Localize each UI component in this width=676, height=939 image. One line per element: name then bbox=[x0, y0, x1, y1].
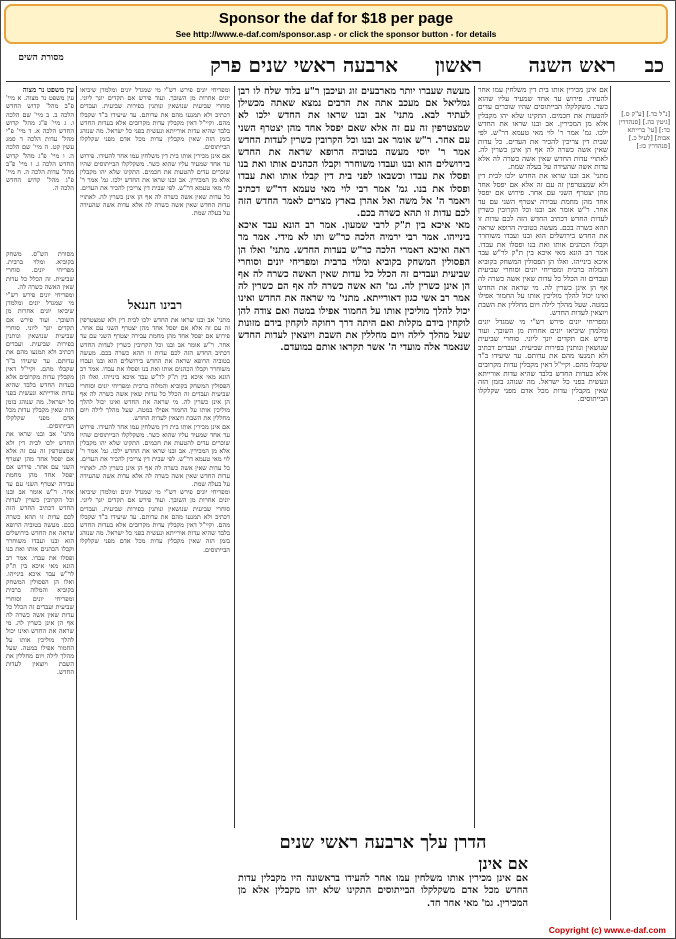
left-commentary-text: מסורת הש"ס. משחק בקוביא. ומלוי ברבית. מפריחי יונים. סוחרי שביעית. זה הכלל כל עדות שאין האשה כשרה לה. bbox=[6, 250, 74, 291]
hadran-title: הדרן עלך ארבעה ראשי שנים bbox=[279, 832, 487, 853]
next-chapter-opening: אם אינן bbox=[478, 858, 528, 873]
sponsor-banner[interactable] bbox=[4, 4, 668, 44]
sponsor-subtitle[interactable]: See http://www.e-daf.com/sponsor.asp - or click the sponsor button - for details bbox=[175, 29, 497, 39]
column-divider-4 bbox=[610, 86, 611, 920]
rabbeinu-chananel-title: רבינו חננאל bbox=[127, 298, 183, 312]
tosafot-column bbox=[80, 316, 230, 910]
gemara-text-mid: מאי איכא בין ת"ק לרבי שמעון. אמר רב הונא עבד איכא בינייהו. אמר רבי ירמיה הלכה כר"ש ותו לא מידי. אמר מר ראה ואיכא דאמרי הלכה כר"ש בעדות החדש. מתני' ואלו הן הפסולין המשחק בקוביא ומלוי ברבית ומפריחי יונים וסוחרי שביעית ועבדים זה הכלל כל עדות שאין האשה כשרה לה אף הן אינן כשרין לה. גמ' הא אשה כשרה לה אף הם כשרין לה אמר רב אשי כגון דאורייתא. מתני' מי שראה את החדש ואינו יכול להלך מוליכין אותו על החמור אפילו במטה ואם צודה להן לוקחין בידם מקלות ואם היתה דרך רחוקה לוקחין בידם מזונות שעל מהלך לילה ויום מחללין את השבת ויוצאין לעדות החדש שנאמר אלה מועדי ה' אשר תקראו אותם במועדם. bbox=[238, 220, 470, 354]
next-chapter-body: אם אינן מכירין אותו משלחין עמו אחר להעידו בראשונה היו מקבלין עדות החדש מכל אדם משקלקלו הבייתוסים התקינו שלא יהו מקבלין אלא מן המכירין. גמ' מאי אחר חד. bbox=[238, 873, 528, 909]
masoret-text: [נ"ל כד.] [ע"ק ס.] [גיטין כה.] [סנהדרין כד:] [עי' ברייתא אבות] [לעיל כ.] [סנהדרין כז:] bbox=[618, 110, 670, 150]
gemara-column bbox=[238, 86, 470, 828]
left-commentary-text-3: מתני' אב ובנו שראו את החדש ילכו לבית דין ולא שמצטרפין זה עם זה אלא אם יפסל אחד מהן יצטרף השני עם אחר. פירוש אם יפסל אחד מהן מחמת עבירה יצטרף השני עם עד אחר. ר"ש אומר אב ובנו וכל הקרובין כשרין לעדות החדש דכתיב החדש הזה לכם עדות זו תהא כשרה בכם. מעשה בטוביה הרופא שראה את החדש בירושלים הוא ובנו ועבדו משוחרר וקבלו הכהנים אותו ואת בנו ופסלו את עבדו. אמר רב הונא מאי איכא בין ת"ק לר"ש עבד איכא בינייהו. ואלו הן הפסולין המשחק בקוביא והמלוה ברבית ומפריחי יונים וסוחרי שביעית ועבדים זה הכלל כל עדות שאין אשה כשרה לה אף הן אינן כשרין לה. מי שראה את החדש ואינו יכול להלך מוליכין אותו על החמור אפילו במטה. שעל מהלך לילה ויום מחללין את השבת ויוצאין לעדות החדש. bbox=[6, 430, 74, 677]
chapter-name: ארבעה ראשי שנים פרק bbox=[210, 53, 398, 77]
left-commentary-column bbox=[6, 250, 74, 910]
header-rule bbox=[6, 81, 670, 82]
next-chapter-text bbox=[238, 858, 528, 920]
tosafot-top-text-2: אם אינן מכירין אותו בית דין משלחין עמו אחר להעידו. פירוש עד אחד שמעיד עליו שהוא כשר. משקלקלו הבייתוסים שהיו שוכרים עדים להטעות את חכמים. התקינו שלא יהו מקבלין אלא מן המכירין. אב ובנו שראו את החדש ילכו. גמ' אמר ר' לוי מאי טעמא דר"ש. לפי שבית דין צריכין להכיר את העדים. כל עדות שאין אשה כשרה לה אף הן אינן כשרין לה. לאתויי עדות החדש שאין אשה כשרה לה אלא עדות אשה שהעידה על בעלה שמת. bbox=[80, 151, 230, 218]
talmud-page bbox=[6, 50, 670, 922]
rashi-text-2: מתני' אב ובנו שראו את החדש ילכו לבית דין ולא שמצטרפין זה עם זה אלא אם יפסל אחד מהן יצטרף השני עם אחר. פירוש אם יפסל אחד מהן מחמת עבירה יצטרף השני עם עד אחר. ר"ש אומר אב ובנו וכל הקרובין כשרין לעדות החדש דכתיב החדש הזה לכם עדות זו תהא כשרה בכם. מעשה בטוביה הרופא שראה את החדש בירושלים הוא ובנו ועבדו משוחרר וקבלו הכהנים אותו ואת בנו ופסלו את עבדו. אמר רב הונא מאי איכא בין ת"ק לר"ש עבד איכא בינייהו. ואלו הן הפסולין המשחק בקוביא והמלוה ברבית ומפריחי יונים וסוחרי שביעית ועבדים זה הכלל כל עדות שאין אשה כשרה לה אף הן אינן כשרין לה. מי שראה את החדש ואינו יכול להלך מוליכין אותו על החמור אפילו במטה. שעל מהלך לילה ויום מחללין את השבת ויוצאין לעדות החדש. bbox=[478, 170, 608, 318]
tosafot-top-column bbox=[80, 86, 230, 296]
column-divider-1 bbox=[76, 86, 77, 920]
copyright-link[interactable]: Copyright (c) www.e-daf.com bbox=[548, 925, 666, 935]
rashi-column bbox=[478, 86, 608, 828]
ein-mishpat-title: עין משפט נר מצוה bbox=[22, 86, 74, 94]
rashi-text-3: ומפריחי יונים פירש רש"י מי שמגדל יונים ומלמדן שיביאו יונים אחרות מן השובך. ועוד פירש אם תקדים יונך ליוני. סוחרי שביעית שנושאין ונותנין בפירות שביעית. ועבדים דכתיב ולא תמנעו מהם את עדותם. עד שיעידו ב"ד שקבלו מהם. וקיי"ל דאין מקבלין עדות מקרובים אלא בעדות החדש בלבד שהיא עדות אורייתא ונעשית בפני כל ישראל. מה שנוהג בזמן הזה שאין מקבלין עדות מכל אדם מפני שקלקלו הבייתוסים. bbox=[478, 317, 608, 404]
masoret-column bbox=[614, 110, 670, 890]
tosafot-top-text: ומפריחי יונים פירש רש"י מי שמגדל יונים ומלמדן שיביאו יונים אחרות מן השובך. ועוד פירש אם תקדים יונך ליוני. סוחרי שביעית שנושאין ונותנין בפירות שביעית. ועבדים דכתיב ולא תמנעו מהם את עדותם. עד שיעידו ב"ד שקבלו מהם. וקיי"ל דאין מקבלין עדות מקרובים אלא בעדות החדש בלבד שהיא עדות אורייתא ונעשית בפני כל ישראל. מה שנוהג בזמן הזה שאין מקבלין עדות מכל אדם מפני שקלקלו הבייתוסים. bbox=[80, 86, 230, 152]
tosafot-text-2: אם אינן מכירין אותו בית דין משלחין עמו אחר להעידו. פירוש עד אחד שמעיד עליו שהוא כשר. משקלקלו הבייתוסים שהיו שוכרים עדים להטעות את חכמים. התקינו שלא יהו מקבלין אלא מן המכירין. אב ובנו שראו את החדש ילכו. גמ' אמר ר' לוי מאי טעמא דר"ש. לפי שבית דין צריכין להכיר את העדים. כל עדות שאין אשה כשרה לה אף הן אינן כשרין לה. לאתויי עדות החדש שאין אשה כשרה לה אלא עדות אשה שהעידה על בעלה שמת. bbox=[80, 422, 230, 489]
masoret-header: מסורת השים bbox=[18, 53, 64, 63]
ein-mishpat-column bbox=[6, 86, 74, 246]
sponsor-title[interactable]: Sponsor the daf for $18 per page bbox=[218, 10, 454, 27]
tractate-name: ראש השנה bbox=[528, 53, 616, 77]
tosafot-text-3: ומפריחי יונים פירש רש"י מי שמגדל יונים ומלמדן שיביאו יונים אחרות מן השובך. ועוד פירש אם תקדים יונך ליוני. סוחרי שביעית שנושאין ונותנין בפירות שביעית. ועבדים דכתיב ולא תמנעו מהם את עדותם. עד שיעידו ב"ד שקבלו מהם. וקיי"ל דאין מקבלין עדות מקרובים אלא בעדות החדש בלבד שהיא עדות אורייתא ונעשית בפני כל ישראל. מה שנוהג בזמן הזה שאין מקבלין עדות מכל אדם מפני שקלקלו הבייתוסים. bbox=[80, 488, 230, 554]
rashi-text: אם אינן מכירין אותו בית דין משלחין עמו אחר להעידו. פירוש עד אחד שמעיד עליו שהוא כשר. משקלקלו הבייתוסים שהיו שוכרים עדים להטעות את חכמים. התקינו שלא יהו מקבלין אלא מן המכירין. אב ובנו שראו את החדש ילכו. גמ' אמר ר' לוי מאי טעמא דר"ש. לפי שבית דין צריכין להכיר את העדים. כל עדות שאין אשה כשרה לה אף הן אינן כשרין לה. לאתויי עדות החדש שאין אשה כשרה לה אלא עדות אשה שהעידה על בעלה שמת. bbox=[478, 86, 608, 172]
column-divider-3 bbox=[474, 86, 475, 828]
column-divider-2 bbox=[234, 86, 235, 828]
chapter-number: ראשון bbox=[434, 53, 482, 77]
page-header bbox=[6, 50, 670, 80]
left-commentary-text-2: ומפריחי יונים פירש רש"י מי שמגדל יונים ומלמדן שיביאו יונים אחרות מן השובך. ועוד פירש אם תקדים יונך ליוני. סוחרי שביעית שנושאין ונותנין בפירות שביעית. ועבדים דכתיב ולא תמנעו מהם את עדותם. עד שיעידו ב"ד שקבלו מהם. וקיי"ל דאין מקבלין עדות מקרובים אלא בעדות החדש בלבד שהיא עדות אורייתא ונעשית בפני כל ישראל. מה שנוהג בזמן הזה שאין מקבלין עדות מכל אדם מפני שקלקלו הבייתוסים. bbox=[6, 291, 74, 431]
gemara-text-top: מעשה שעברו יותר מארבעים זוג ועיכבן ר"ע בלוד שלח לו רבן גמליאל אם מעכב אתה את הרבים נמצא שאתה מכשילן לעתיד לבא. מתני' אב ובנו שראו את החדש ילכו לא שמצטרפין זה עם זה אלא שאם יפסל אחד מהן יצטרף השני עם אחר. ר"ש אומר אב ובנו וכל הקרובין כשרין לעדות החדש אמר ר' יוסי מעשה בטוביה הרופא שראה את החדש בירושלים הוא ובנו ועבדו משוחרר וקבלו הכהנים אותו ואת בנו ופסלו את עבדו וכשבאו לפני בית דין קבלו אותו ואת עבדו ופסלו את בנו. גמ' אמר רבי לוי מאי טעמא דר"ש דכתיב ויאמר ה' אל משה ואל אהרן בארץ מצרים לאמר החדש הזה לכם עדות זו תהא כשרה בכם. bbox=[238, 86, 470, 220]
ein-mishpat-text: עין משפט נר מצוה. א מיי' פ"ב מהל' קדוש החדש הלכה ב. ב מיי' שם הלכה ו. ג מיי' פ"ג מהל' קדוש החדש הלכה א. ד מיי' פ"י מהל' עדות הלכה ד סמג עשין קט. ה מיי' שם הלכה ה. ו מיי' פ"ג מהל' קדוש החדש הלכה ג. ז מיי' פ"ב מהל' עדות הלכה ה. ח מיי' פ"ג מהל' קדוש החדש הלכה ה. bbox=[6, 94, 74, 193]
daf-number: כב bbox=[644, 53, 664, 77]
tosafot-text: מתני' אב ובנו שראו את החדש ילכו לבית דין ולא שמצטרפין זה עם זה אלא אם יפסל אחד מהן יצטרף השני עם אחר. פירוש אם יפסל אחד מהן מחמת עבירה יצטרף השני עם עד אחר. ר"ש אומר אב ובנו וכל הקרובין כשרין לעדות החדש דכתיב החדש הזה לכם עדות זו תהא כשרה בכם. מעשה בטוביה הרופא שראה את החדש בירושלים הוא ובנו ועבדו משוחרר וקבלו הכהנים אותו ואת בנו ופסלו את עבדו. אמר רב הונא מאי איכא בין ת"ק לר"ש עבד איכא בינייהו. ואלו הן הפסולין המשחק בקוביא והמלוה ברבית ומפריחי יונים וסוחרי שביעית ועבדים זה הכלל כל עדות שאין אשה כשרה לה אף הן אינן כשרין לה. מי שראה את החדש ואינו יכול להלך מוליכין אותו על החמור אפילו במטה. שעל מהלך לילה ויום מחללין את השבת ויוצאין לעדות החדש. bbox=[80, 316, 230, 423]
